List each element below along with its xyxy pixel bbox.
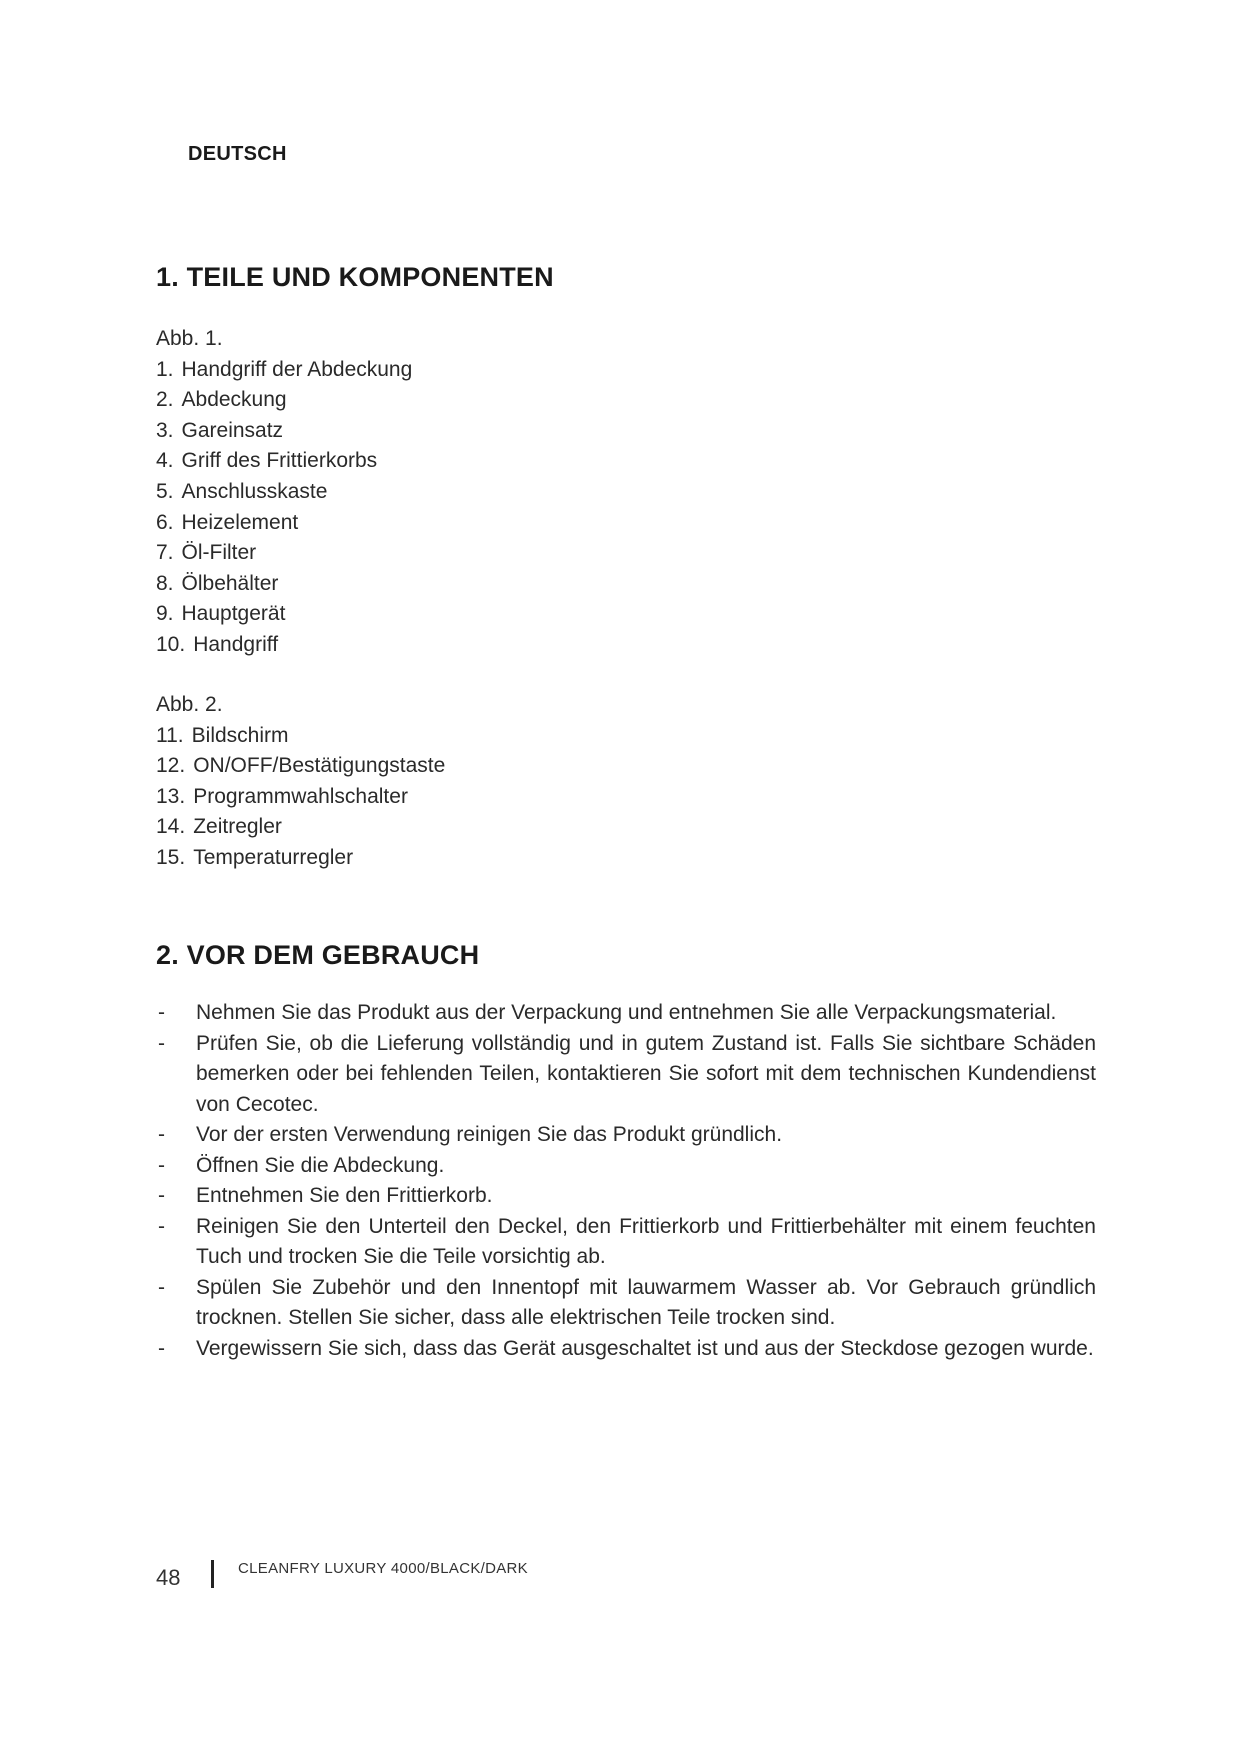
item-number: 10. [156, 632, 186, 656]
item-label: Griff des Frittierkorbs [181, 449, 378, 473]
page-number: 48 [156, 1565, 181, 1590]
list-item: - Vor der ersten Verwendung reinigen Sie das Produkt gründlich. [156, 1120, 1096, 1151]
item-number: 3. [156, 418, 174, 442]
item-number: 2. [156, 388, 174, 412]
before-use-list [156, 998, 1096, 1364]
list-item [156, 812, 445, 843]
section-title-before-use: 2. VOR DEM GEBRAUCH [156, 940, 480, 970]
list-item: - Entnehmen Sie den Frittierkorb. [156, 1181, 1096, 1212]
list-item: - Reinigen Sie den Unterteil den Deckel, den Frittierkorb und Frittierbehälter mit einem feuchten Tuch und trocken Sie die Teile vorsichtig ab. [156, 1212, 1096, 1273]
item-number: 11. [156, 723, 184, 747]
item-label: Hauptgerät [181, 602, 286, 626]
list-item [156, 446, 412, 477]
list-item [156, 721, 445, 752]
item-label: ON/OFF/Bestätigungstaste [193, 754, 446, 778]
figure-label: Abb. 1. [156, 327, 223, 350]
list-item [156, 416, 412, 447]
list-item: - Spülen Sie Zubehör und den Innentopf mit lauwarmem Wasser ab. Vor Gebrauch gründlich trocknen. Stellen Sie sicher, dass alle elektrischen Teile trocken sind. [156, 1273, 1096, 1334]
list-item [156, 508, 412, 539]
item-number: 5. [156, 479, 174, 503]
language-label: DEUTSCH [188, 143, 287, 165]
list-item [156, 355, 412, 386]
item-number: 9. [156, 602, 174, 626]
item-label: Heizelement [181, 510, 299, 534]
list-item [156, 630, 412, 661]
list-item [156, 782, 445, 813]
item-number: 12. [156, 754, 186, 778]
item-number: 6. [156, 510, 174, 534]
item-label: Temperaturregler [193, 845, 354, 869]
item-number: 14. [156, 815, 186, 839]
item-label: Öl-Filter [181, 541, 257, 565]
item-label: Gareinsatz [181, 418, 284, 442]
item-number: 7. [156, 541, 174, 565]
section-title-parts: 1. TEILE UND KOMPONENTEN [156, 262, 554, 292]
item-label: Anschlusskaste [181, 479, 328, 503]
item-number: 4. [156, 449, 174, 473]
item-number: 13. [156, 784, 186, 808]
item-label: Programmwahlschalter [193, 784, 408, 808]
list-item [156, 569, 412, 600]
item-number: 1. [156, 357, 174, 381]
item-label: Abdeckung [181, 388, 287, 412]
item-label: Ölbehälter [181, 571, 279, 595]
list-item [156, 538, 412, 569]
parts-list-fig1 [156, 324, 412, 661]
item-label: Handgriff [193, 632, 279, 656]
parts-list-fig2 [156, 690, 445, 874]
list-item [156, 843, 445, 874]
item-number: 8. [156, 571, 174, 595]
figure-label: Abb. 2. [156, 693, 223, 716]
item-number: 15. [156, 845, 186, 869]
list-item [156, 751, 445, 782]
item-label: Bildschirm [191, 723, 289, 747]
list-item [156, 599, 412, 630]
item-label: Zeitregler [193, 815, 282, 839]
footer-divider [211, 1560, 214, 1588]
list-item: - Nehmen Sie das Produkt aus der Verpackung und entnehmen Sie alle Verpackungsmaterial. [156, 998, 1096, 1029]
footer-model-name: CLEANFRY LUXURY 4000/BLACK/DARK [238, 1560, 528, 1577]
list-item [156, 385, 412, 416]
list-item: - Öffnen Sie die Abdeckung. [156, 1151, 1096, 1182]
list-item [156, 477, 412, 508]
list-item: - Prüfen Sie, ob die Lieferung vollständig und in gutem Zustand ist. Falls Sie sichtbare Schäden bemerken oder bei fehlenden Teilen, kontaktieren Sie sofort mit dem technischen Kundendienst von Cecotec. [156, 1029, 1096, 1121]
item-label: Handgriff der Abdeckung [181, 357, 413, 381]
list-item: - Vergewissern Sie sich, dass das Gerät ausgeschaltet ist und aus der Steckdose gezogen wurde. [156, 1334, 1096, 1365]
